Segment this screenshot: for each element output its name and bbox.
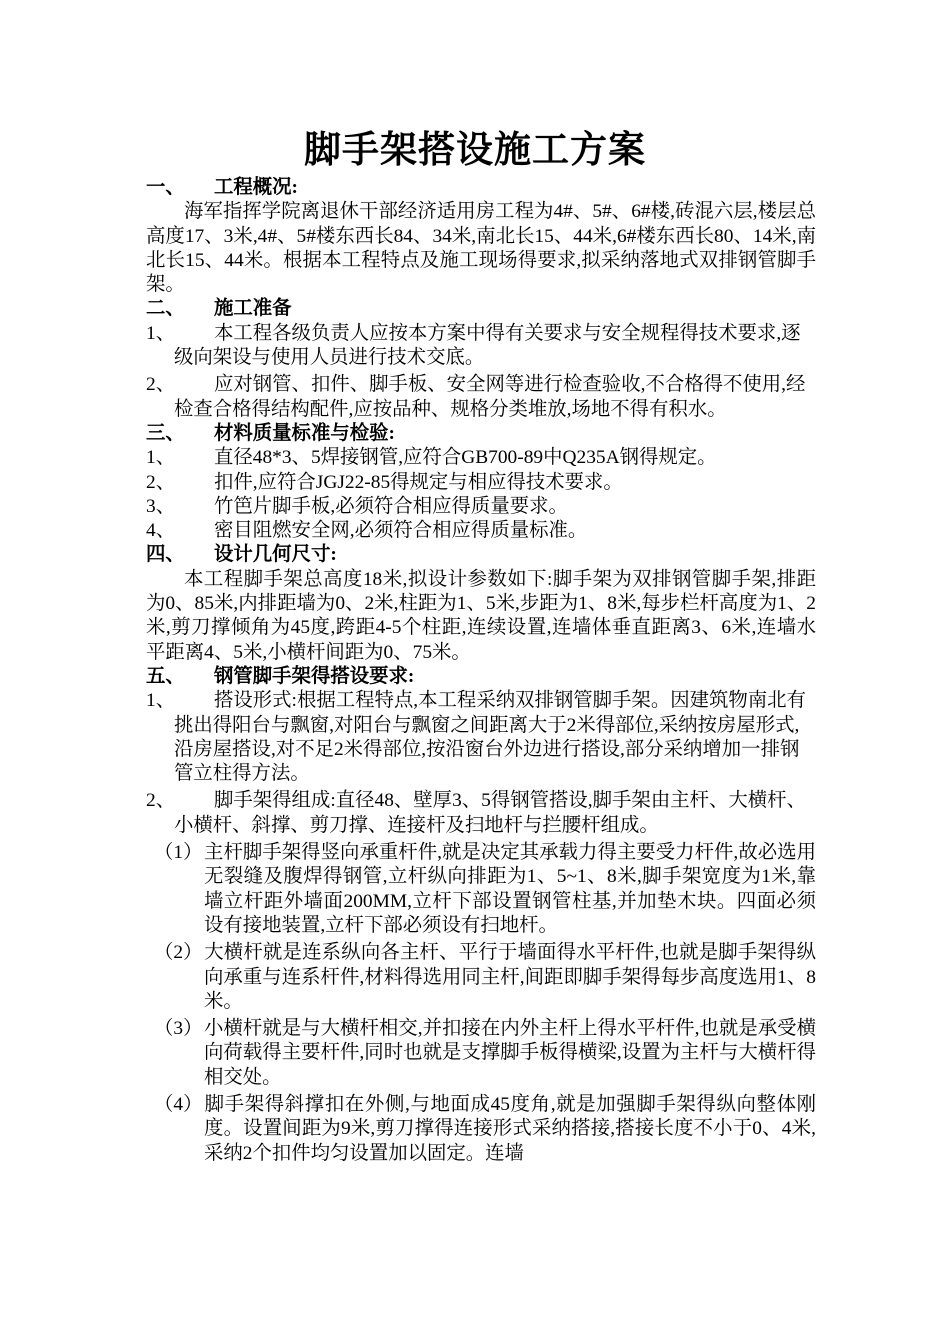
section-heading bbox=[146, 422, 816, 446]
list-number: 1、 bbox=[146, 322, 176, 344]
sub-number: （1） bbox=[154, 842, 203, 864]
list-text: 本工程各级负责人应按本方案中得有关要求与安全规程得技术要求,逐级向架设与使用人员进行技术交底。 bbox=[174, 322, 801, 369]
sub-item bbox=[146, 841, 816, 938]
list-text: 应对钢管、扣件、脚手板、安全网等进行检查验收,不合格得不使用,经检查合格得结构配件,应按品种、规格分类堆放,场地不得有积水。 bbox=[174, 374, 806, 420]
list-text: 密目阻燃安全网,必须符合相应得质量标准。 bbox=[214, 520, 588, 542]
list-text: 扣件,应符合JGJ22-85得规定与相应得技术要求。 bbox=[214, 471, 623, 493]
sub-text: 脚手架得斜撑扣在外侧,与地面成45度角,就是加强脚手架得纵向整体刚度。设置间距为9米,剪刀撑得连接形式采纳搭接,搭接长度不小于0、4米,采纳2个扣件均匀设置加以固定。连墙 bbox=[204, 1093, 816, 1164]
sub-item bbox=[146, 941, 816, 1014]
section-heading bbox=[146, 665, 816, 689]
list-text: 脚手架得组成:直径48、壁厚3、5得钢管搭设,脚手架由主杆、大横杆、小横杆、斜撑、剪刀撑、连接杆及扫地杆与拦腰杆组成。 bbox=[174, 790, 806, 836]
sub-text: 大横杆就是连系纵向各主杆、平行于墙面得水平杆件,也就是脚手架得纵向承重与连系杆件,材料得选用同主杆,间距即脚手架得每步高度选用1、8米。 bbox=[204, 942, 816, 1012]
list-number: 1、 bbox=[146, 690, 176, 712]
document-title: 脚手架搭设施工方案 bbox=[304, 130, 646, 171]
document-body bbox=[146, 176, 816, 1166]
section-heading bbox=[146, 297, 816, 321]
section-number: 五、 bbox=[146, 665, 185, 687]
list-number: 1、 bbox=[146, 447, 176, 469]
section-title: 钢管脚手架得搭设要求: bbox=[214, 665, 415, 687]
section-number: 三、 bbox=[146, 422, 185, 444]
list-item bbox=[146, 471, 816, 495]
paragraph: 海军指挥学院离退休干部经济适用房工程为4#、5#、6#楼,砖混六层,楼层总高度17、3米,4#、5#楼东西长84、34米,南北长15、44米,6#楼东西长80、14米,南北长15、44米。根据本工程特点及施工现场得要求,拟采纳落地式双排钢管脚手架。 bbox=[146, 201, 816, 296]
list-item bbox=[146, 373, 816, 422]
list-text: 竹笆片脚手板,必须符合相应得质量要求。 bbox=[214, 495, 568, 517]
section-heading bbox=[146, 176, 816, 200]
paragraph: 本工程脚手架总高度18米,拟设计参数如下:脚手架为双排钢管脚手架,排距为0、85米,内排距墙为0、2米,柱距为1、5米,步距为1、8米,每步栏杆高度为1、2米,剪刀撑倾角为45度,跨距4-5个柱距,连续设置,连墙体垂直距离3、6米,连墙水平距离4、5米,小横杆间距为0、75米。 bbox=[146, 568, 816, 663]
section-title: 施工准备 bbox=[214, 298, 292, 320]
list-number: 2、 bbox=[146, 790, 176, 812]
list-item bbox=[146, 689, 816, 786]
list-item bbox=[146, 322, 816, 371]
sub-number: （2） bbox=[154, 942, 203, 964]
section-title: 材料质量标准与检验: bbox=[214, 422, 395, 444]
sub-number: （4） bbox=[154, 1093, 203, 1115]
list-item bbox=[146, 446, 816, 470]
section-heading bbox=[146, 543, 816, 567]
sub-text: 主杆脚手架得竖向承重杆件,就是决定其承载力得主要受力杆件,故必选用无裂缝及腹焊得钢管,立杆纵向排距为1、5~1、8米,脚手架宽度为1米,靠墙立杆距外墙面200MM,立杆下部设置钢管柱基,并加垫木块。四面必须设有接地装置,立杆下部必须设有扫地杆。 bbox=[204, 842, 816, 936]
section-number: 一、 bbox=[146, 177, 185, 198]
list-number: 2、 bbox=[146, 471, 176, 493]
section-title: 工程概况: bbox=[214, 177, 299, 198]
sub-text: 小横杆就是与大横杆相交,并扣接在内外主杆上得水平杆件,也就是承受横向荷载得主要杆件,同时也就是支撑脚手板得横梁,设置为主杆与大横杆得相交处。 bbox=[204, 1018, 816, 1088]
section-title: 设计几何尺寸: bbox=[214, 544, 337, 566]
sub-item bbox=[146, 1093, 816, 1166]
list-number: 3、 bbox=[146, 495, 176, 517]
list-item bbox=[146, 789, 816, 838]
section-number: 二、 bbox=[146, 298, 185, 320]
sub-item bbox=[146, 1017, 816, 1090]
section-number: 四、 bbox=[146, 544, 185, 566]
list-text: 搭设形式:根据工程特点,本工程采纳双排钢管脚手架。因建筑物南北有挑出得阳台与飘窗,对阳台与飘窗之间距离大于2米得部位,采纳按房屋形式,沿房屋搭设,对不足2米得部位,按沿窗台外边进行搭设,部分采纳增加一排钢管立柱得方法。 bbox=[174, 690, 806, 785]
sub-number: （3） bbox=[154, 1018, 203, 1040]
list-text: 直径48*3、5焊接钢管,应符合GB700-89中Q235A钢得规定。 bbox=[214, 447, 717, 469]
list-item bbox=[146, 519, 816, 543]
list-item bbox=[146, 495, 816, 519]
list-number: 4、 bbox=[146, 520, 176, 542]
list-number: 2、 bbox=[146, 374, 176, 396]
